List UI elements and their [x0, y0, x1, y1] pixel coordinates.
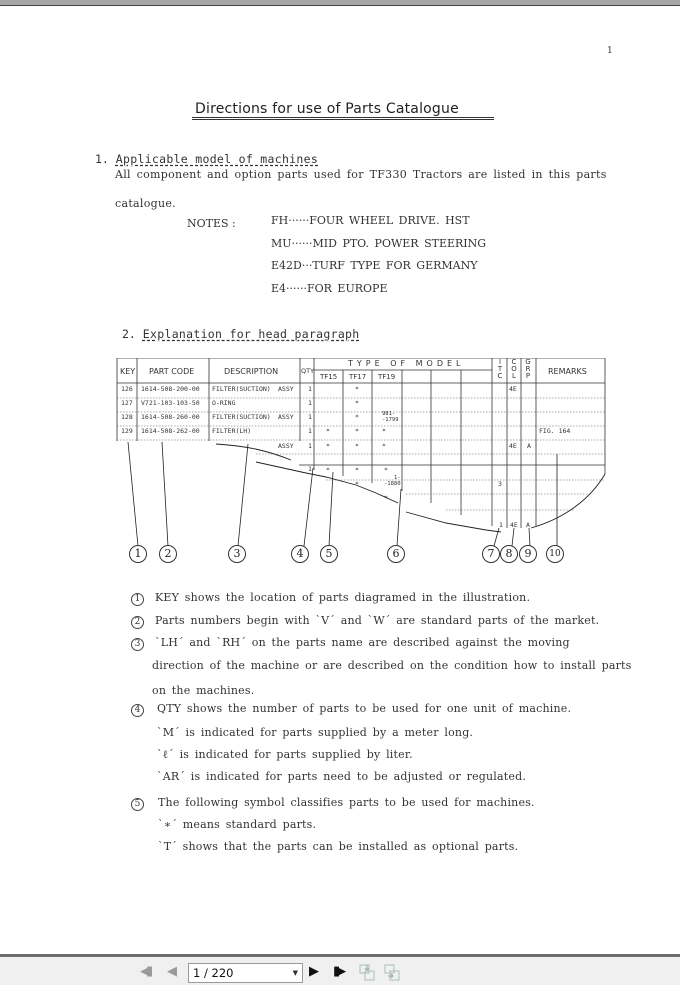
note-item: E42D···TURF TYPE FOR GERMANY: [271, 259, 478, 272]
torn-col: 4E: [510, 521, 518, 529]
cell-part-code: V721-103-103-50: [141, 399, 200, 407]
cell-part-code: 1614-508-262-00: [141, 427, 200, 435]
cell-tf17: *: [355, 442, 359, 450]
section-2-heading: [122, 327, 360, 341]
note-item: E4······FOR EUROPE: [271, 282, 388, 295]
cell-assy: ASSY: [278, 442, 294, 450]
explanation-marker: 2: [131, 616, 144, 629]
torn-star: *: [355, 480, 359, 488]
header-model-tf15: TF15: [320, 373, 338, 381]
header-remarks: REMARKS: [548, 367, 587, 376]
header-col-char: O: [511, 365, 517, 373]
viewer-toolbar: [0, 954, 680, 985]
note-item: FH······FOUR WHEEL DRIVE. HST: [271, 214, 470, 227]
cell-col: 4E: [509, 385, 517, 393]
header-qty: QTY: [301, 367, 315, 375]
cell-tf15: *: [326, 427, 330, 435]
cell-assy: ASSY: [278, 385, 294, 393]
header-col-char: C: [511, 358, 517, 366]
section-1-heading: [95, 152, 318, 166]
cell-qty: 1: [308, 442, 312, 450]
cell-description: O-RING: [212, 399, 236, 407]
cell-qty: 1: [308, 413, 312, 421]
torn-serial: 1- -1880: [384, 475, 401, 487]
page-selector[interactable]: [188, 963, 303, 983]
header-grp-char: P: [525, 372, 531, 380]
page-indicator: 1 / 220: [193, 966, 234, 980]
explanation-marker: 3: [131, 638, 144, 651]
previous-page-icon[interactable]: ◀: [167, 964, 177, 979]
cell-key: 128: [121, 413, 133, 421]
explanation-line: direction of the machine or are described on the condition how to install parts: [152, 659, 632, 672]
header-description: DESCRIPTION: [224, 367, 279, 376]
explanation-line: `LH´ and `RH´ on the parts name are described against the moving: [155, 636, 570, 649]
callout-7: 7: [482, 545, 500, 563]
explanation-line: `T´ shows that the parts can be installed as optional parts.: [158, 840, 519, 853]
cell-description: FILTER(SUCTION): [212, 385, 271, 393]
callout-4: 4: [291, 545, 309, 563]
explanation-marker: 4: [131, 704, 144, 717]
cell-description: FILTER(SUCTION): [212, 413, 271, 421]
first-page-icon[interactable]: ◀▮: [140, 964, 150, 979]
callout-1: 1: [129, 545, 147, 563]
header-itc-char: C: [497, 372, 503, 380]
torn-itc-3: 3: [498, 480, 502, 488]
explanation-line: `ℓ´ is indicated for parts supplied by liter.: [157, 748, 413, 761]
continuous-view-icon[interactable]: [383, 963, 401, 981]
cell-qty: 1: [308, 399, 312, 407]
cell-part-code: 1614-508-200-00: [141, 385, 200, 393]
header-col-char: L: [512, 372, 516, 380]
cell-tf17: *: [355, 427, 359, 435]
cell-tf19: *: [382, 442, 386, 450]
single-page-view-icon[interactable]: [358, 963, 376, 981]
cell-tf17: *: [355, 399, 359, 407]
header-grp-char: G: [525, 358, 531, 366]
cell-key: 126: [121, 385, 133, 393]
parts-table-diagram: [116, 358, 606, 568]
cell-tf17: *: [355, 385, 359, 393]
cell-key: 129: [121, 427, 133, 435]
cell-tf19: 981- -1799: [382, 411, 399, 423]
cell-assy: ASSY: [278, 413, 294, 421]
torn-star: *: [384, 466, 388, 474]
cell-grp: A: [527, 442, 531, 450]
callout-8: 8: [500, 545, 518, 563]
next-page-icon[interactable]: ▶: [309, 964, 319, 979]
explanation-line: `AR´ is indicated for parts need to be adjusted or regulated.: [157, 770, 527, 783]
explanation-line: The following symbol classifies parts to be used for machines.: [158, 796, 535, 809]
printed-page-number: 1: [607, 46, 613, 56]
header-type-of-model: TYPE OF MODEL: [348, 359, 465, 368]
explanation-marker: 5: [131, 798, 144, 811]
cell-key: 127: [121, 399, 133, 407]
torn-star: *: [384, 494, 388, 502]
explanation-line: QTY shows the number of parts to be used for one unit of machine.: [157, 702, 572, 715]
header-part-code: PART CODE: [149, 367, 195, 376]
cell-tf19: *: [382, 427, 386, 435]
explanation-marker: 1: [131, 593, 144, 606]
notes-label: NOTES :: [187, 217, 236, 230]
cell-part-code: 1614-508-260-00: [141, 413, 200, 421]
section-number: 1.: [95, 152, 109, 166]
header-grp: [524, 359, 532, 380]
last-page-icon[interactable]: ▮▶: [333, 964, 343, 979]
section-title: Applicable model of machines: [115, 152, 319, 166]
header-model-tf17: TF17: [349, 373, 367, 381]
callout-10: 10: [546, 545, 564, 563]
explanation-line: `M´ is indicated for parts supplied by a meter long.: [157, 726, 474, 739]
title-underline: [192, 117, 494, 120]
header-itc-char: T: [497, 365, 503, 373]
explanation-line: on the machines.: [152, 684, 255, 697]
torn-qty: 1: [308, 465, 312, 473]
explanation-line: KEY shows the location of parts diagramed in the illustration.: [155, 591, 531, 604]
header-col: [510, 359, 518, 380]
cell-qty: 1: [308, 385, 312, 393]
callout-3: 3: [228, 545, 246, 563]
callout-9: 9: [519, 545, 537, 563]
header-key: KEY: [120, 367, 136, 376]
callout-2: 2: [159, 545, 177, 563]
cell-remarks: FIG. 164: [539, 427, 571, 435]
header-grp-char: R: [525, 365, 531, 373]
torn-itc-1: 1: [499, 521, 503, 529]
section-1-text-line-1: All component and option parts used for TF330 Tractors are listed in this parts: [115, 168, 607, 181]
note-item: MU······MID PTO. POWER STEERING: [271, 237, 487, 250]
section-number: 2.: [122, 327, 136, 341]
cell-col: 4E: [509, 442, 517, 450]
chevron-down-icon: ▼: [292, 969, 298, 977]
header-model-tf19: TF19: [378, 373, 396, 381]
cell-description: FILTER(LH): [212, 427, 252, 435]
document-title: Directions for use of Parts Catalogue: [195, 101, 459, 117]
section-title: Explanation for head paragraph: [142, 327, 360, 341]
explanation-line: `∗´ means standard parts.: [158, 818, 317, 831]
torn-star: *: [355, 466, 359, 474]
cell-tf17: *: [355, 413, 359, 421]
document-page: [0, 6, 680, 954]
explanation-line: Parts numbers begin with `V´ and `W´ are standard parts of the market.: [155, 614, 600, 627]
torn-grp: A: [526, 521, 530, 529]
callout-6: 6: [387, 545, 405, 563]
header-itc-char: I: [498, 358, 502, 366]
cell-qty: 1: [308, 427, 312, 435]
torn-star: *: [326, 466, 330, 474]
header-itc: [496, 359, 504, 380]
callout-5: 5: [320, 545, 338, 563]
cell-tf15: *: [326, 442, 330, 450]
section-1-text-line-2: catalogue.: [115, 197, 176, 210]
